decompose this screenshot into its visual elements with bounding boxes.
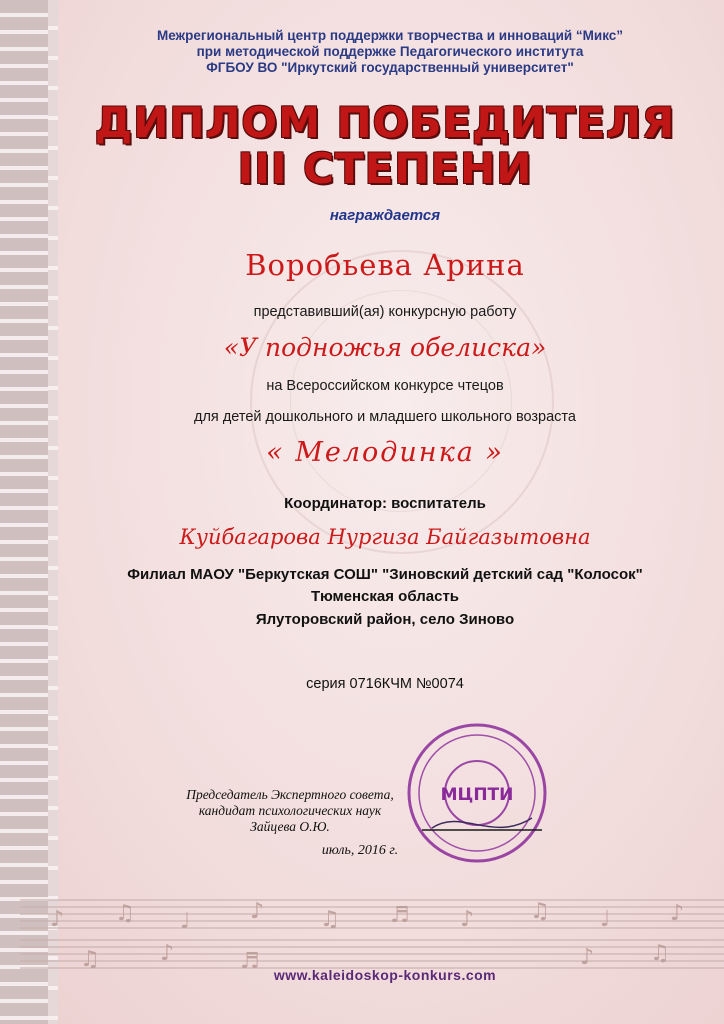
organization-line-1: Межрегиональный центр поддержки творчества и инноваций “Микс”	[156, 28, 624, 43]
organization-line-2: при методической поддержке Педагогического института	[196, 44, 584, 59]
svg-text:♪: ♪	[250, 899, 265, 924]
recipient-name: Воробьева Арина	[245, 248, 525, 282]
svg-text:♫: ♫	[115, 901, 135, 926]
piano-keys-edge	[48, 0, 58, 1024]
diploma-title-line-2: III СТЕПЕНИ	[237, 144, 533, 193]
piano-keys-decoration	[0, 0, 48, 1024]
organization-header	[90, 28, 690, 76]
stamp-text: МЦПТИ	[440, 785, 514, 805]
signature-line-3: Зайцева О.Ю.	[250, 819, 330, 834]
svg-text:♪: ♪	[670, 901, 685, 926]
coordinator-name: Куйбагарова Нургиза Байгазытовна	[179, 525, 591, 549]
presented-label: представивший(ая) конкурсную работу	[253, 304, 517, 320]
institution-line-2: Тюменская область	[310, 588, 460, 605]
svg-text:♩: ♩	[600, 907, 611, 932]
signature-scribble	[432, 818, 532, 828]
issue-date: июль, 2016 г.	[321, 843, 399, 858]
svg-text:♪: ♪	[160, 941, 175, 966]
svg-text:♬: ♬	[240, 949, 260, 974]
contest-description-1: на Всероссийском конкурсе чтецов	[266, 378, 504, 394]
svg-text:♬: ♬	[390, 903, 410, 928]
svg-text:♫: ♫	[80, 947, 100, 972]
signature-block	[150, 787, 430, 835]
website-link[interactable]: www.kaleidoskop-konkurs.com	[273, 967, 497, 983]
institution-line-3: Ялуторовский район, село Зиново	[255, 611, 515, 628]
svg-text:♫: ♫	[320, 907, 340, 932]
diploma-title-line-1: ДИПЛОМ ПОБЕДИТЕЛЯ	[94, 98, 676, 147]
contest-description-2: для детей дошкольного и младшего школьного возраста	[194, 409, 576, 425]
svg-text:♪: ♪	[50, 907, 65, 932]
awarded-label: награждается	[329, 207, 441, 224]
background-circle-ornament-inner	[290, 290, 512, 512]
svg-text:♪: ♪	[460, 907, 475, 932]
svg-text:♩: ♩	[180, 909, 191, 934]
coordinator-label: Координатор: воспитатель	[284, 495, 486, 512]
institution-line-1: Филиал МАОУ "Беркутская СОШ" "Зиновский детский сад "Колосок"	[127, 566, 643, 583]
signature-line-1: Председатель Экспертного совета,	[186, 787, 394, 802]
svg-text:♫: ♫	[650, 941, 670, 966]
contest-name: « Мелодинка »	[266, 437, 504, 468]
diploma-title	[60, 100, 710, 192]
series-number: серия 0716КЧМ №0074	[306, 676, 464, 692]
svg-text:♪: ♪	[580, 945, 595, 970]
signature-line-2: кандидат психологических наук	[198, 803, 382, 818]
organization-line-3: ФГБОУ ВО "Иркутский государственный университет"	[206, 60, 574, 75]
official-stamp	[402, 718, 552, 868]
music-staff-decoration	[20, 880, 724, 975]
work-title: «У подножья обелиска»	[223, 333, 547, 362]
svg-text:♫: ♫	[530, 899, 550, 924]
